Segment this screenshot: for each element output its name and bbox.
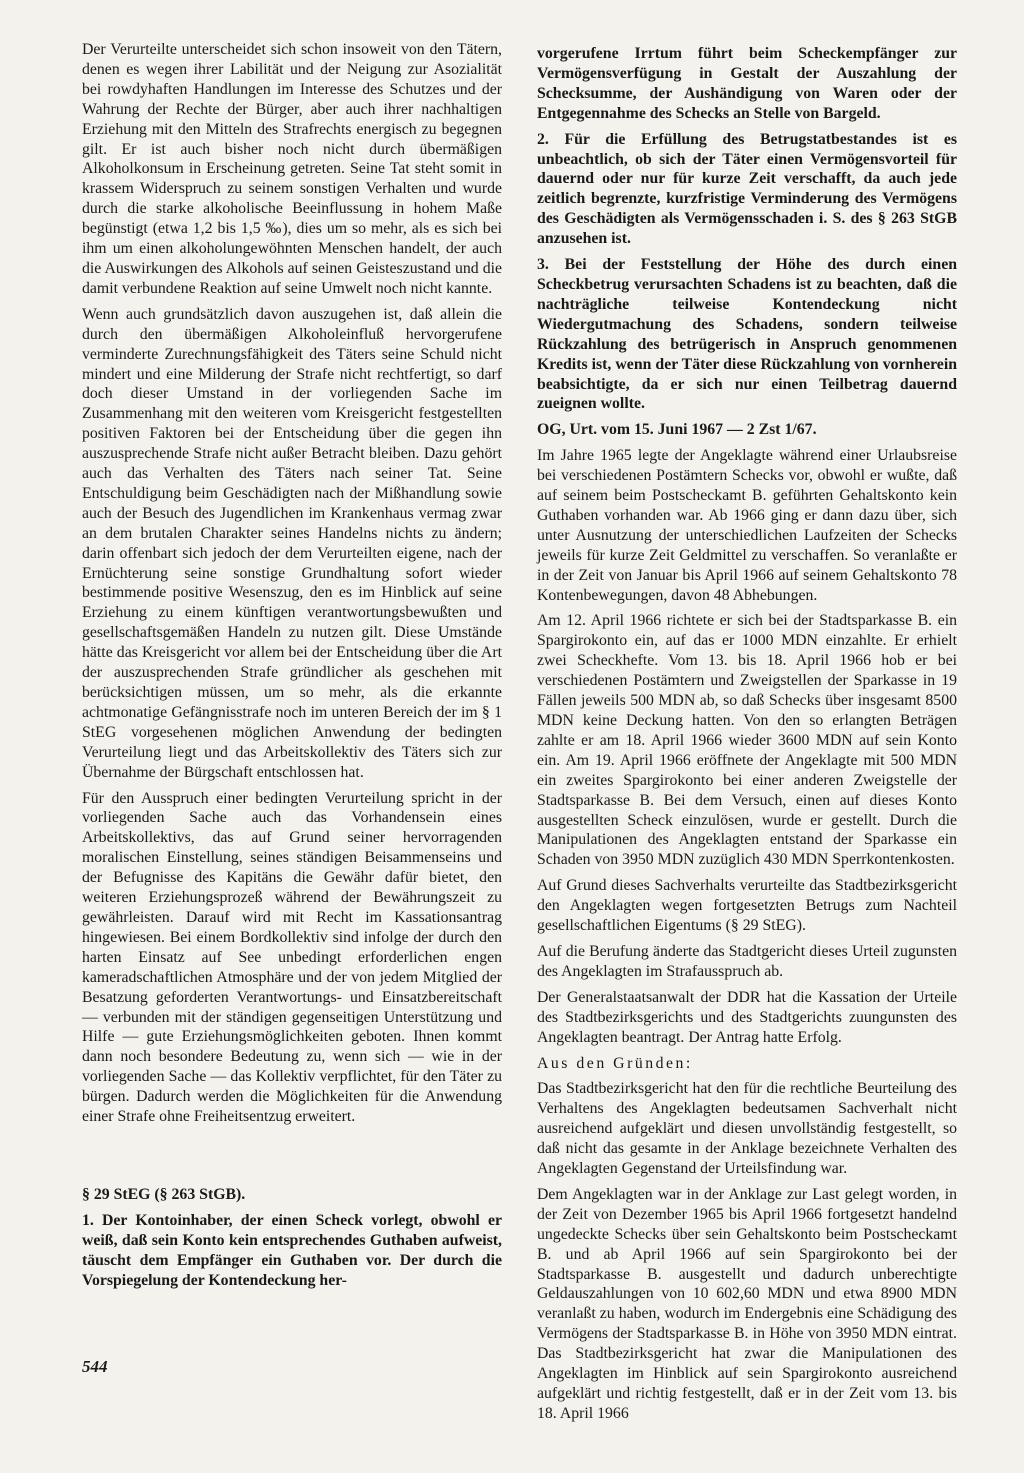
- left-column: [82, 40, 502, 1296]
- court-citation: OG, Urt. vom 15. Juni 1967 — 2 Zst 1/67.: [537, 421, 817, 439]
- paragraph: Am 12. April 1966 richtete er sich bei der Stadtsparkasse B. ein Spargirokonto ein, auf das er 1000 MDN einzahlte. Er erhielt zwei Scheckhefte. Vom 13. bis 18. April 1966 hob er bei verschiedenen Postämtern und Zweigstellen der Sparkasse in 19 Fällen jeweils 500 MDN ab, so daß Schecks über insgesamt 8500 MDN keine Deckung hatten. Von den so erlangten Beträgen zahlte er am 18. April 1966 wieder 3600 MDN auf sein Konto ein. Am 19. April 1966 eröffnete der Angeklagte mit 500 MDN ein zweites Spargirokonto bei einer anderen Zweigstelle der Stadtsparkasse B. Bei dem Versuch, einen auf dieses Konto ausgestellten Scheck einzulösen, wurde er gestellt. Durch die Manipulationen des Angeklagten entstand der Sparkasse ein Schaden von 3950 MDN zuzüglich 430 MDN Sperrkontenkosten.: [537, 612, 957, 869]
- right-column: [537, 44, 957, 1430]
- headnote-2: 2. Für die Erfüllung des Betrugstatbestandes ist es unbeachtlich, ob sich der Täter einen Vermögensvorteil für dauernd oder nur für kurze Zeit verschafft, da auch jede zeitlich begrenzte, kurzfristige Verminderung des Vermögens des Geschädigten als Vermögensschaden i. S. des § 263 StGB anzusehen ist.: [537, 130, 957, 248]
- headnote-1: 1. Der Kontoinhaber, der einen Scheck vorlegt, obwohl er weiß, daß sein Konto kein entsprechendes Guthaben aufweist, täuscht dem Empfänger ein Guthaben vor. Der durch die Vorspiegelung der Kontendeckung her-: [82, 1211, 502, 1289]
- page-number: 544: [82, 1357, 108, 1376]
- paragraph: Der Generalstaatsanwalt der DDR hat die Kassation der Urteile des Stadtbezirksgerichts und des Stadtgerichts zuungunsten des Angeklagten beantragt. Der Antrag hatte Erfolg.: [537, 988, 957, 1046]
- paragraph: Auf Grund dieses Sachverhalts verurteilte das Stadtbezirksgericht den Angeklagten wegen fortgesetzten Betrugs zum Nachteil gesellschaftlichen Eigentums (§ 29 StEG).: [537, 877, 957, 935]
- paragraph: Im Jahre 1965 legte der Angeklagte während einer Urlaubsreise bei verschiedenen Postämtern Schecks vor, obwohl er wußte, daß auf seinem beim Postscheckamt B. geführten Gehaltskonto kein Guthaben vorhanden war. Ab 1966 ging er dann dazu über, sich unter Ausnutzung der unterschiedlichen Laufzeiten der Schecks jeweils für kurze Zeit Geldmittel zu verschaffen. So veranlaßte er in der Zeit von Januar bis April 1966 auf seinem Gehaltskonto 78 Kontenbewegungen, davon 48 Abhebungen.: [537, 447, 957, 604]
- headnote-1-continued: vorgerufene Irrtum führt beim Scheckempfänger zur Vermögensverfügung in Gestalt der Auszahlung der Schecksumme, der Aushändigung von Waren oder der Entgegennahme des Schecks an Stelle von Bargeld.: [537, 45, 957, 122]
- paragraph: Auf die Berufung änderte das Stadtgericht dieses Urteil zugunsten des Angeklagten im Strafausspruch ab.: [537, 942, 957, 980]
- paragraph: Dem Angeklagten war in der Anklage zur Last gelegt worden, in der Zeit von Dezember 1965 bis April 1966 fortgesetzt handelnd ungedeckte Schecks über sein Gehaltskonto beim Postscheckamt B. und ab April 1966 auf sein Spargirokonto bei der Stadtsparkasse B. ausgestellt und dadurch unberechtigte Geldauszahlungen von 10 602,60 MDN und etwa 8900 MDN veranlaßt zu haben, wodurch im Endergebnis eine Schädigung des Vermögens der Stadtsparkasse B. in Höhe von 3950 MDN eintrat. Das Stadtbezirksgericht hat zwar die Manipulationen des Angeklagten im Hinblick auf sein Spargirokonto ausreichend aufgeklärt und richtig festgestellt, daß er in der Zeit vom 13. bis 18. April 1966: [537, 1185, 957, 1422]
- paragraph: Für den Ausspruch einer bedingten Verurteilung spricht in der vorliegenden Sache auch das Vorhandensein eines Arbeitskollektivs, das auf Grund seiner hervorragenden moralischen Einstellung, seines ständigen Beisammenseins und der Befugnisse des Kapitäns die Gewähr dafür bietet, den weiteren Erziehungsprozeß während der Bewährungszeit zu gewährleisten. Darauf wird mit Recht im Kassationsantrag hingewiesen. Bei einem Bordkollektiv sind infolge der durch den harten Einsatz auf See unbedingt erforderlichen engen kameradschaftlichen Atmosphäre und der von jedem Mitglied der Besatzung geforderten Verantwortungs- und Einsatzbereitschaft — verbunden mit der ständigen gegenseitigen Unterstützung und Hilfe — gute Erziehungsmöglichkeiten geboten. Ihnen kommt dann noch besondere Bedeutung zu, wenn sich — wie in der vorliegenden Sache — das Kollektiv verpflichtet, für den Täter zu bürgen. Dadurch werden die Möglichkeiten für die Anwendung einer Strafe ohne Freiheitsentzug erweitert.: [82, 789, 502, 1126]
- headnote-3: 3. Bei der Feststellung der Höhe des durch einen Scheckbetrug verursachten Schadens ist zu beachten, daß die nachträgliche teilweise Kontendeckung nicht Wiedergutmachung des Schadens, sondern teilweise Rückzahlung des betrügerisch in Anspruch genommenen Kredits ist, wenn der Täter diese Rückzahlung von vornherein beabsichtigte, da er sich nur einen Teilbetrag dauernd zueignen wollte.: [537, 256, 957, 413]
- paragraph: Das Stadtbezirksgericht hat den für die rechtliche Beurteilung des Verhaltens des Angeklagten bedeutsamen Sachverhalt nicht ausreichend aufgeklärt und diesen unvollständig festgestellt, so daß nicht das gesamte in der Anklage bezeichnete Verhalten des Angeklagten Gegenstand der Urteilsfindung war.: [537, 1080, 957, 1178]
- reasons-heading: Aus den Gründen:: [537, 1054, 693, 1072]
- paragraph: Wenn auch grundsätzlich davon auszugehen ist, daß allein die durch den übermäßigen Alkoholeinfluß hervorgerufene verminderte Zurechnungsfähigkeit des Täters seine Schuld nicht mindert und eine Milderung der Strafe nicht rechtfertigt, so darf doch dieser Umstand in der vorliegenden Sache im Zusammenhang mit den weiteren vom Kreisgericht festgestellten positiven Faktoren bei der Entscheidung über die gegen ihn auszusprechende Strafe nicht außer Betracht bleiben. Dazu gehört auch das Verhalten des Täters nach seiner Tat. Seine Entschuldigung beim Geschädigten nach der Mißhandlung sowie auch der Besuch des Jugendlichen im Krankenhaus vermag zwar an dem brutalen Charakter seines Handelns nichts zu ändern; darin offenbart sich jedoch der dem Verurteilten eigene, nach der Ernüchterung seine sonstige Grundhaltung sofort wieder bestimmende positive Wesenszug, den es im Hinblick auf seine Erziehung zu einem künftigen verantwortungsbewußten und gesellschaftsgemäßen Handeln zu nutzen gilt. Diese Umstände hätte das Kreisgericht vor allem bei der Entscheidung über die Art der auszusprechenden Strafe gründlicher als geschehen mit berücksichtigen müssen, um so mehr, als die erkannte achtmonatige Gefängnisstrafe noch im unteren Bereich der im § 1 StEG vorgesehenen möglichen Anwendung der bedingten Verurteilung liegt und das Arbeitskollektiv des Täters sich zur Übernahme der Bürgschaft entschlossen hat.: [82, 305, 502, 781]
- paragraph: Der Verurteilte unterscheidet sich schon insoweit von den Tätern, denen es wegen ihrer Labilität und der Neigung zur Asozialität bei rowdyhaften Handlungen im Interesse des Schutzes und der Wahrung der Rechte der Bürger, aber auch ihrer nachhaltigen Erziehung mit den Mitteln des Strafrechts energisch zu begegnen gilt. Er ist auch bisher noch nicht durch übermäßigen Alkoholkonsum in Erscheinung getreten. Seine Tat steht somit in krassem Widerspruch zu seinem sonstigen Verhalten und wurde durch die starke alkoholische Beeinflussung in hohem Maße begünstigt (etwa 1,2 bis 1,5 ‰), dies um so mehr, als es sich bei ihm um einen alkoholungewöhnten Menschen handelt, der auch die Auswirkungen des Alkohols auf seinen Geisteszustand und die damit verbundene Reaktion auf seine Umwelt noch nicht kannte.: [82, 41, 502, 297]
- spacer: [82, 1133, 502, 1185]
- section-heading: § 29 StEG (§ 263 StGB).: [82, 1185, 246, 1203]
